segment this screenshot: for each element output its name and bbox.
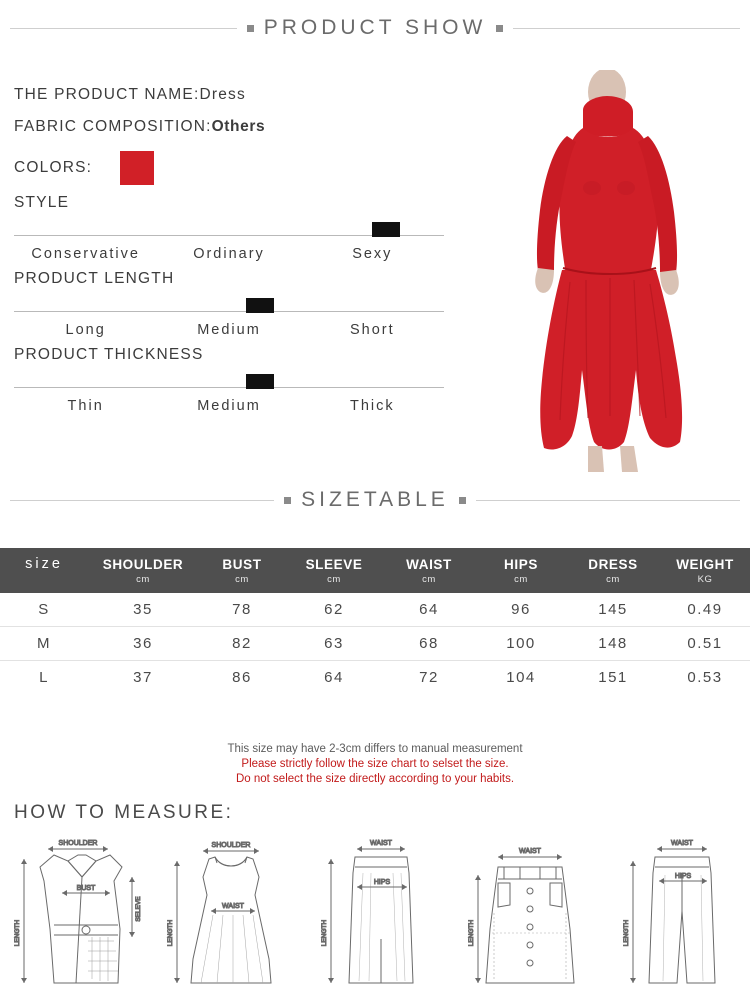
header-square-left [284,497,291,504]
cell-weight-l: 0.53 [687,669,723,686]
attribute-thickness-label: PRODUCT THICKNESS [14,346,204,363]
svg-text:HIPS: HIPS [373,879,390,886]
attribute-length-option-0: Long [65,322,106,338]
cell-dress-l: 151 [598,669,628,686]
svg-text:HIPS: HIPS [674,873,692,880]
size-notes [0,742,750,787]
attribute-style-options [14,246,444,262]
colors-row [14,150,464,186]
cell-bust-l: 86 [232,669,252,686]
svg-text:WAIST: WAIST [369,840,392,847]
fabric-value: Others [211,118,266,135]
cell-dress-m: 148 [598,635,628,652]
attribute-length-option-1: Medium [197,322,261,338]
cell-hips-s: 96 [511,601,531,618]
attribute-thickness-option-0: Thin [67,398,104,414]
cell-bust-m: 82 [232,635,252,652]
table-row [0,661,750,695]
header-square-right [496,25,503,32]
svg-text:SHOULDER: SHOULDER [211,842,251,849]
sizetable-title: SIZETABLE [301,488,449,511]
measure-figure-shirt [10,833,153,993]
cell-waist-s: 64 [419,601,439,618]
attribute-length-options [14,322,444,338]
fabric-row [14,118,464,136]
attribute-thickness-option-1: Medium [197,398,261,414]
svg-text:LENGTH: LENGTH [167,919,175,947]
fabric-label: FABRIC COMPOSITION: [14,118,212,135]
size-note-line-1: This size may have 2-3cm differs to manual measurement [227,743,523,755]
attribute-thickness-option-2: Thick [349,398,395,414]
attribute-style-option-2: Sexy [352,246,393,262]
product-name-label: THE PRODUCT NAME: [14,86,200,103]
cell-bust-s: 78 [232,601,252,618]
cell-size-s: S [38,601,50,618]
svg-text:LENGTH: LENGTH [467,919,475,947]
size-table-header-weight: WEIGHT [676,556,734,572]
cell-hips-l: 104 [506,669,536,686]
attribute-length-label: PRODUCT LENGTH [14,270,175,287]
attribute-style-marker [372,222,400,237]
attribute-length-option-2: Short [349,322,395,338]
size-table-unit-bust: cm [235,574,249,585]
size-table-header-dress: DRESS [588,556,638,572]
size-note-line-2: Please strictly follow the size chart to selset the size. [241,758,509,770]
cell-weight-s: 0.49 [687,601,723,618]
svg-text:WAIST: WAIST [671,840,693,847]
header-rule-left [10,28,237,29]
size-table-unit-sleeve: cm [327,574,341,585]
header-rule-right [513,28,740,29]
colors-label: COLORS: [14,159,93,176]
measure-figure-mini-skirt [458,833,601,993]
table-row [0,593,750,627]
cell-shoulder-m: 36 [133,635,153,652]
how-to-measure-figures [10,828,750,993]
size-note-line-3: Do not select the size directly according to your habits. [235,773,515,785]
cell-shoulder-s: 35 [133,601,153,618]
size-table-header-size: size [25,556,63,572]
svg-text:LENGTH: LENGTH [320,919,328,947]
cell-weight-m: 0.51 [687,635,723,652]
cell-hips-m: 100 [506,635,536,652]
product-show-section-header [0,16,750,40]
size-table-unit-size [0,573,88,593]
size-table-body [0,593,750,694]
cell-waist-l: 72 [419,669,439,686]
size-table-header-bust: BUST [222,556,262,572]
size-table-unit-weight: KG [697,574,713,585]
product-name-value: Dress [199,86,246,103]
cell-dress-s: 145 [598,601,628,618]
measure-figure-pants [607,833,750,993]
measure-figure-dress [159,833,302,993]
scale-bar [14,311,444,312]
size-table-header-sleeve: SLEEVE [305,556,363,572]
header-rule-right [476,500,740,501]
svg-text:WAIST: WAIST [518,848,541,855]
svg-text:SELEVE: SELEVE [135,896,142,922]
cell-sleeve-m: 63 [324,635,344,652]
attribute-length [14,270,464,338]
svg-text:LENGTH: LENGTH [14,919,21,947]
header-square-right [459,497,466,504]
size-table-header-shoulder: SHOULDER [102,556,184,572]
attribute-thickness-marker [246,374,274,389]
cell-sleeve-l: 64 [324,669,344,686]
attribute-thickness-options [14,398,444,414]
svg-text:LENGTH: LENGTH [623,919,630,947]
scale-bar [14,387,444,388]
svg-text:WAIST: WAIST [222,903,245,910]
size-table-header-row [0,548,750,573]
attribute-style-label: STYLE [14,194,70,211]
header-square-left [247,25,254,32]
product-info-block [14,86,464,414]
size-table-unit-hips: cm [514,574,528,585]
attribute-style [14,194,464,262]
size-table-header-waist: WAIST [406,556,452,572]
size-table-unit-row [0,573,750,593]
cell-shoulder-l: 37 [133,669,153,686]
measure-figure-skirt [309,833,452,993]
cell-size-m: M [37,635,51,652]
table-row [0,627,750,661]
cell-waist-m: 68 [419,635,439,652]
header-rule-left [10,500,274,501]
svg-text:SHOULDER: SHOULDER [58,840,98,847]
attribute-length-scale [14,294,444,320]
attribute-thickness [14,346,464,414]
how-to-measure-title: HOW TO MEASURE: [14,802,234,823]
size-table-unit-waist: cm [422,574,436,585]
size-table-header-hips: HIPS [504,556,538,572]
size-table [0,548,750,694]
attribute-style-option-0: Conservative [31,246,140,262]
attribute-style-option-1: Ordinary [193,246,265,262]
product-name-row [14,86,464,104]
attribute-thickness-scale [14,370,444,396]
cell-sleeve-s: 62 [324,601,344,618]
product-model-photo [470,70,750,480]
size-table-unit-shoulder: cm [136,574,150,585]
size-table-head [0,548,750,593]
size-table-unit-dress: cm [606,574,620,585]
svg-text:BUST: BUST [76,885,96,892]
attribute-style-scale [14,218,444,244]
sizetable-section-header [0,488,750,512]
color-swatch-red[interactable] [120,151,154,185]
attribute-length-marker [246,298,274,313]
product-show-title: PRODUCT SHOW [263,16,487,39]
cell-size-l: L [39,669,49,686]
